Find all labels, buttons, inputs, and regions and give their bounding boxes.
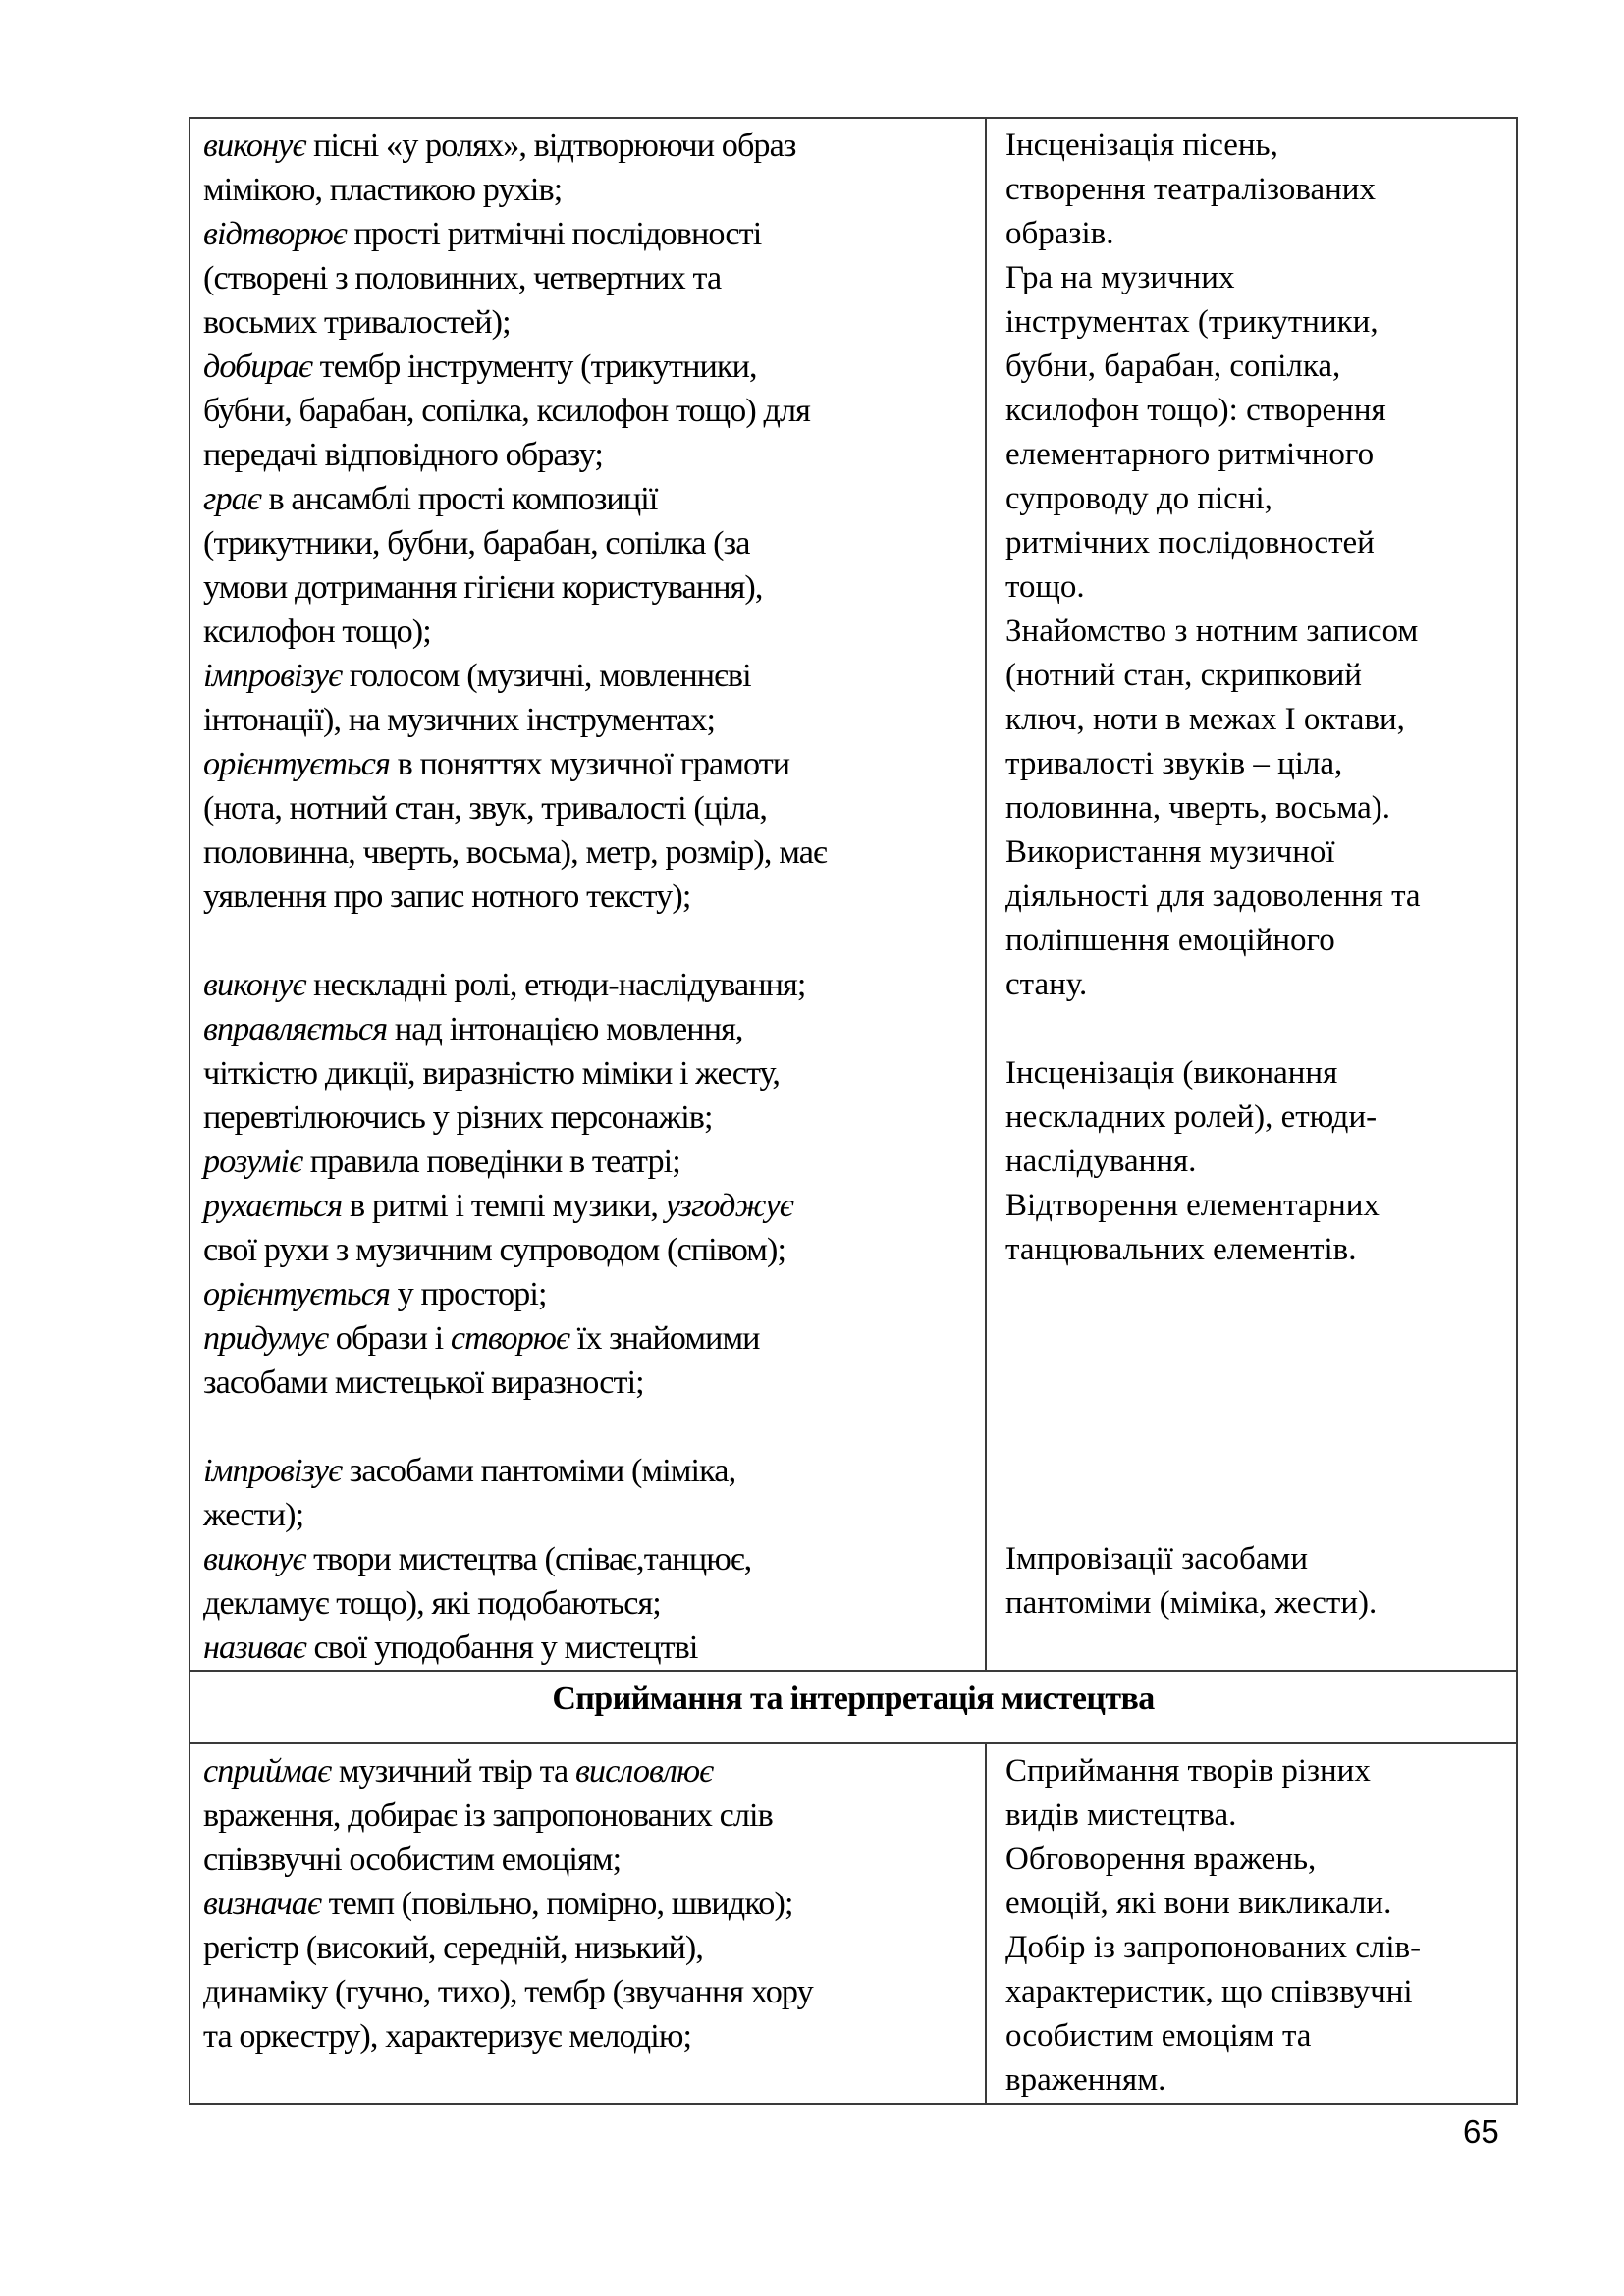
text-segment: в ансамблі прості композиції (260, 481, 658, 517)
text-segment: враження, добирає із запропонованих слів (203, 1797, 773, 1834)
text-line (203, 1272, 975, 1316)
text-line: Інсценізація (виконання (1005, 1055, 1338, 1091)
text-segment: їх знайомими (569, 1320, 760, 1357)
text-segment: регістр (високий, середній, низький), (203, 1930, 704, 1966)
blank-line (1005, 1316, 1510, 1361)
text-line: бубни, барабан, сопілка, (1005, 348, 1341, 384)
text-segment: над інтонацією мовлення, (387, 1011, 743, 1047)
text-line (203, 830, 975, 875)
text-line (203, 1838, 975, 1882)
text-line (203, 1361, 975, 1405)
text-line: Знайомство з нотним записом (1005, 614, 1419, 649)
blank-line (203, 1405, 975, 1449)
text-segment: умови дотримання гігієни користування), (203, 569, 763, 606)
text-line: ключ, ноти в межах І октави, (1005, 702, 1405, 737)
text-line: тощо. (1005, 569, 1085, 605)
text-line (203, 786, 975, 830)
text-line: Використання музичної (1005, 834, 1335, 870)
text-line: емоцій, які вони викликали. (1005, 1886, 1392, 1921)
text-line (203, 477, 975, 521)
action-verb: грає (203, 481, 261, 517)
text-line (203, 1882, 975, 1926)
text-segment: твори мистецтва (співає,танцює, (305, 1541, 752, 1577)
text-line: ритмічних послідовностей (1005, 525, 1375, 561)
action-verb: узгоджує (665, 1188, 793, 1224)
text-line (203, 256, 975, 300)
text-line (203, 1793, 975, 1838)
text-line: елементарного ритмічного (1005, 437, 1375, 472)
text-line (203, 1095, 975, 1140)
text-line (203, 698, 975, 742)
action-verb: створює (450, 1320, 570, 1357)
text-line (203, 610, 975, 654)
text-segment: темп (повільно, помірно, швидко); (321, 1886, 793, 1922)
text-line (203, 654, 975, 698)
text-line (203, 212, 975, 256)
action-verb: рухається (203, 1188, 343, 1224)
action-verb: вправляється (203, 1011, 388, 1047)
text-segment: (створені з половинних, четвертних та (203, 260, 722, 296)
text-line: Гра на музичних (1005, 260, 1235, 295)
action-verb: виконує (203, 128, 306, 164)
text-line (203, 1926, 975, 1970)
text-line (203, 1537, 975, 1581)
text-line (203, 1449, 975, 1493)
text-segment: засобами мистецької виразності; (203, 1364, 644, 1401)
content-text (987, 1744, 1516, 2103)
text-line: характеристик, що співзвучні (1005, 1974, 1413, 2009)
text-line: Добір із запропонованих слів- (1005, 1930, 1422, 1965)
text-line: образів. (1005, 216, 1114, 251)
text-segment: у просторі; (390, 1276, 547, 1312)
text-segment: прості ритмічні послідовності (346, 216, 762, 252)
action-verb: добирає (203, 348, 313, 385)
text-line (203, 300, 975, 345)
text-line (203, 1749, 975, 1793)
table-row (189, 1743, 1517, 2104)
text-segment: свої рухи з музичним супроводом (співом); (203, 1232, 786, 1268)
text-line (203, 565, 975, 610)
text-segment: (трикутники, бубни, барабан, сопілка (за (203, 525, 750, 561)
text-line (203, 1007, 975, 1051)
text-segment: уявлення про запис нотного тексту); (203, 879, 691, 915)
text-segment: свої уподобання у мистецтві (305, 1629, 698, 1666)
text-line: Інсценізація пісень, (1005, 128, 1278, 163)
text-segment: в поняттях музичної грамоти (390, 746, 790, 782)
text-segment: пісні «у ролях», відтворюючи образ (305, 128, 796, 164)
expected-results-cell (189, 118, 986, 1671)
action-verb: висловлює (574, 1753, 714, 1789)
blank-line (203, 919, 975, 963)
text-line: поліпшення емоційного (1005, 923, 1335, 958)
text-segment: половинна, чверть, восьма), метр, розмір), має (203, 834, 827, 871)
text-line (203, 1493, 975, 1537)
action-verb: розуміє (203, 1144, 303, 1180)
text-segment: співзвучні особистим емоціям; (203, 1842, 622, 1878)
action-verb: імпровізує (203, 658, 343, 694)
expected-results-cell (189, 1743, 986, 2104)
text-line (203, 521, 975, 565)
text-line (203, 1626, 975, 1670)
text-line (203, 742, 975, 786)
text-segment: декламує тощо), які подобаються; (203, 1585, 661, 1622)
text-line: нескладних ролей), етюди- (1005, 1099, 1378, 1135)
blank-line (1005, 1007, 1510, 1051)
text-line (203, 1316, 975, 1361)
text-line (203, 875, 975, 919)
text-line: тривалості звуків – ціла, (1005, 746, 1343, 781)
blank-line (1005, 1493, 1510, 1537)
action-verb: сприймає (203, 1753, 332, 1789)
text-segment: жести); (203, 1497, 304, 1533)
text-line: інструментах (трикутники, (1005, 304, 1379, 340)
text-line (203, 1970, 975, 2014)
text-line: наслідування. (1005, 1144, 1197, 1179)
text-line (203, 433, 975, 477)
text-line: Сприймання творів різних (1005, 1753, 1371, 1789)
text-line: пантоміми (міміка, жести). (1005, 1585, 1378, 1621)
text-segment: нескладні ролі, етюди-наслідування; (305, 967, 806, 1003)
action-verb: імпровізує (203, 1453, 343, 1489)
action-verb: визначає (203, 1886, 321, 1922)
text-segment: засобами пантоміми (міміка, (342, 1453, 736, 1489)
text-segment: образи і (328, 1320, 451, 1357)
text-segment: чіткістю дикції, виразністю міміки і жесту, (203, 1055, 780, 1092)
text-line: видів мистецтва. (1005, 1797, 1237, 1833)
section-heading-cell (189, 1671, 1517, 1743)
blank-line (1005, 1449, 1510, 1493)
action-verb: виконує (203, 967, 306, 1003)
text-line (203, 389, 975, 433)
text-segment: інтонації), на музичних інструментах; (203, 702, 716, 738)
text-line: створення театралізованих (1005, 172, 1376, 207)
action-verb: відтворює (203, 216, 347, 252)
section-heading: Сприймання та інтерпретація мистецтва (552, 1681, 1155, 1717)
text-line: половинна, чверть, восьма). (1005, 790, 1390, 826)
text-segment: передачі відповідного образу; (203, 437, 603, 473)
text-segment: музичний твір та (331, 1753, 575, 1789)
text-line: ксилофон тощо): створення (1005, 393, 1386, 428)
text-segment: в ритмі і темпі музики, (342, 1188, 666, 1224)
text-segment: голосом (музичні, мовленнєві (342, 658, 751, 694)
text-line: особистим емоціям та (1005, 2018, 1312, 2054)
action-verb: орієнтується (203, 1276, 390, 1312)
action-verb: придумує (203, 1320, 329, 1357)
text-segment: тембр інструменту (трикутники, (312, 348, 757, 385)
blank-line (1005, 1272, 1510, 1316)
content-text (987, 119, 1516, 1626)
action-verb: називає (203, 1629, 306, 1666)
expected-results-text (190, 119, 985, 1670)
text-line (203, 963, 975, 1007)
text-line: Обговорення вражень, (1005, 1842, 1317, 1877)
blank-line (1005, 1361, 1510, 1405)
text-segment: перевтілюючись у різних персонажів; (203, 1099, 713, 1136)
text-segment: ксилофон тощо); (203, 614, 431, 650)
text-line (203, 2014, 975, 2058)
content-cell (986, 1743, 1517, 2104)
text-line: супроводу до пісні, (1005, 481, 1272, 516)
text-line: (нотний стан, скрипковий (1005, 658, 1362, 693)
text-line: Відтворення елементарних (1005, 1188, 1380, 1223)
text-line (203, 1051, 975, 1095)
table-row (189, 118, 1517, 1671)
text-line: враженням. (1005, 2062, 1166, 2098)
text-line (203, 124, 975, 168)
action-verb: орієнтується (203, 746, 390, 782)
text-line: діяльності для задоволення та (1005, 879, 1421, 914)
text-line: танцювальних елементів. (1005, 1232, 1357, 1267)
blank-line (1005, 1405, 1510, 1449)
text-segment: правила поведінки в театрі; (302, 1144, 680, 1180)
text-line: стану. (1005, 967, 1088, 1002)
text-line (203, 1184, 975, 1228)
text-line (203, 1228, 975, 1272)
text-line (203, 1581, 975, 1626)
text-segment: динаміку (гучно, тихо), тембр (звучання хору (203, 1974, 813, 2010)
text-line (203, 345, 975, 389)
action-verb: виконує (203, 1541, 306, 1577)
text-segment: восьмих тривалостей); (203, 304, 511, 341)
expected-results-text (190, 1744, 985, 2058)
text-line: Імпровізації засобами (1005, 1541, 1309, 1576)
text-segment: мімікою, пластикою рухів; (203, 172, 563, 208)
text-line (203, 1140, 975, 1184)
content-cell (986, 118, 1517, 1671)
text-segment: бубни, барабан, сопілка, ксилофон тощо) для (203, 393, 810, 429)
text-line (203, 168, 975, 212)
page-number: 65 (1463, 2113, 1499, 2150)
section-heading-row (189, 1671, 1517, 1743)
curriculum-table (189, 117, 1518, 2105)
text-segment: (нота, нотний стан, звук, тривалості (ціла, (203, 790, 767, 827)
text-segment: та оркестру), характеризує мелодію; (203, 2018, 692, 2055)
